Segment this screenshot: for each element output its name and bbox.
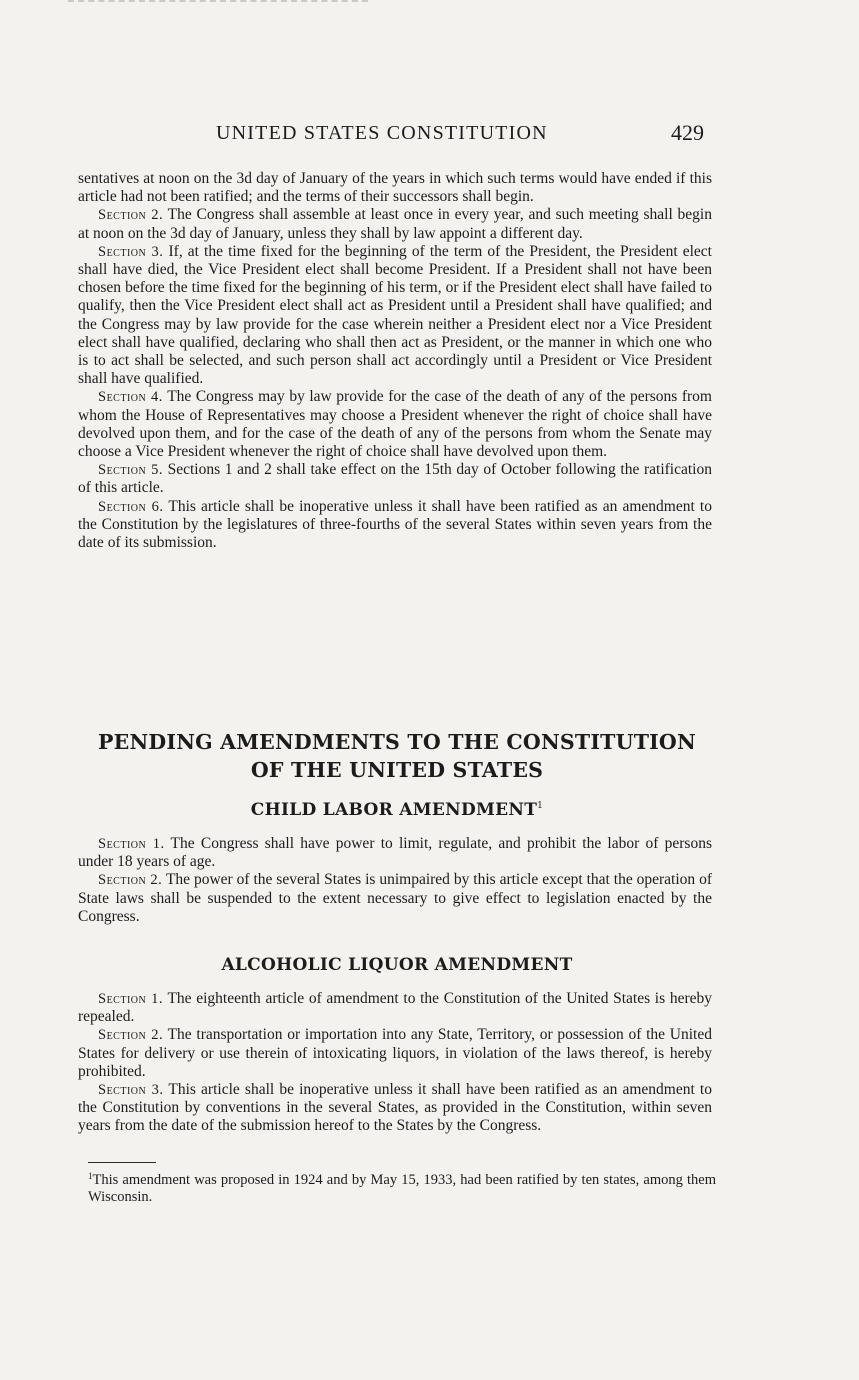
section-text: The Congress shall have power to limit, regulate, and prohibit the labor of persons under 18 years of age.	[78, 835, 712, 871]
section-text: This article shall be inoperative unless it shall have been ratified as an amendment to the Constitution by conventions in the several States, as provided in the Constitution, within seven years from the date of the submission hereof to the States by the Congress.	[78, 1081, 712, 1135]
running-head: UNITED STATES CONSTITUTION	[216, 122, 548, 144]
alcoholic-liquor-text	[78, 990, 712, 1136]
section-label: Section 2.	[98, 872, 163, 889]
section-text: Sections 1 and 2 shall take effect on the 15th day of October following the ratification of this article.	[78, 461, 712, 497]
continued-article-text	[78, 170, 712, 552]
section-label: Section 3.	[98, 243, 164, 260]
section-text: This article shall be inoperative unless it shall have been ratified as an amendment to the Constitution by the legislatures of three-fourths of the several States within seven years from the date of its submission.	[78, 497, 712, 552]
section-label: Section 3.	[98, 1082, 164, 1099]
section-label: Section 4.	[98, 389, 163, 406]
alcoholic-liquor-heading: ALCOHOLIC LIQUOR AMENDMENT	[221, 955, 573, 975]
section-label: Section 6.	[98, 498, 164, 515]
child-labor-text	[78, 835, 712, 926]
top-scan-rule	[68, 0, 368, 5]
article-section-3	[78, 243, 712, 389]
article-opening-paragraph: sentatives at noon on the 3d day of January of the years in which such terms would have ended if this article had not been ratified; and the terms of their successors shall begin.	[78, 170, 712, 206]
article-section-4	[78, 388, 712, 461]
article-section-6	[78, 498, 712, 553]
article-section-2	[78, 206, 712, 242]
footnote-reference: 1	[537, 801, 544, 811]
pending-amendments-heading: PENDING AMENDMENTS TO THE CONSTITUTION OF THE UNITED STATES	[98, 730, 696, 782]
liquor-section-1	[78, 990, 712, 1026]
section-text: The Congress may by law provide for the case of the death of any of the persons from whom the House of Representatives may choose a President whenever the right of choice shall have devolved upon them, and for the case of the death of any of the persons from whom the Senate may choose a Vice President whenever the right of choice shall have devolved upon them.	[78, 388, 712, 461]
footnote	[88, 1168, 716, 1206]
page-header	[78, 118, 710, 148]
section-label: Section 1.	[98, 836, 165, 852]
liquor-section-2	[78, 1026, 712, 1081]
section-label: Section 1.	[98, 991, 164, 1007]
child-labor-section-2	[78, 871, 712, 926]
page-number: 429	[671, 120, 704, 145]
footnote-marker: 1	[88, 1171, 93, 1181]
section-text: If, at the time fixed for the beginning of the term of the President, the President elect shall have died, the Vice President elect shall become President. If a President shall not have been chosen before the time fixed for the beginning of his term, or if the President elect shall have failed to qualify, then the Vice President elect shall act as President until a President shall have qualified; and the Congress may by law provide for the case wherein neither a President elect nor a Vice President elect shall have qualified, declaring who shall then act as President, or the manner in which one who is to act shall be selected, and such person shall act accordingly until a President or Vice President shall have qualified.	[78, 242, 712, 388]
footnote-divider	[88, 1162, 156, 1163]
child-labor-heading-text: CHILD LABOR AMENDMENT	[250, 800, 538, 820]
section-text: The power of the several States is unimpaired by this article except that the operation of State laws shall be suspended to the extent necessary to give effect to legislation enacted by the Congress.	[78, 871, 712, 925]
section-text: The transportation or importation into any State, Territory, or possession of the United States for delivery or use therein of intoxicating liquors, in violation of the laws thereof, is hereby prohibited.	[78, 1026, 712, 1080]
section-text: The Congress shall assemble at least once in every year, and such meeting shall begin at noon on the 3d day of January, unless they shall by law appoint a different day.	[78, 206, 712, 242]
child-labor-section-1	[78, 835, 712, 871]
section-label: Section 2.	[98, 1027, 164, 1044]
child-labor-heading	[78, 800, 716, 820]
section-text: The eighteenth article of amendment to the Constitution of the United States is hereby repealed.	[78, 990, 712, 1026]
liquor-section-3	[78, 1081, 712, 1136]
footnote-text: This amendment was proposed in 1924 and by May 15, 1933, had been ratified by ten states, among them Wisconsin.	[88, 1172, 716, 1205]
article-section-5	[78, 461, 712, 497]
section-label: Section 2.	[98, 207, 164, 224]
section-label: Section 5.	[98, 462, 163, 479]
